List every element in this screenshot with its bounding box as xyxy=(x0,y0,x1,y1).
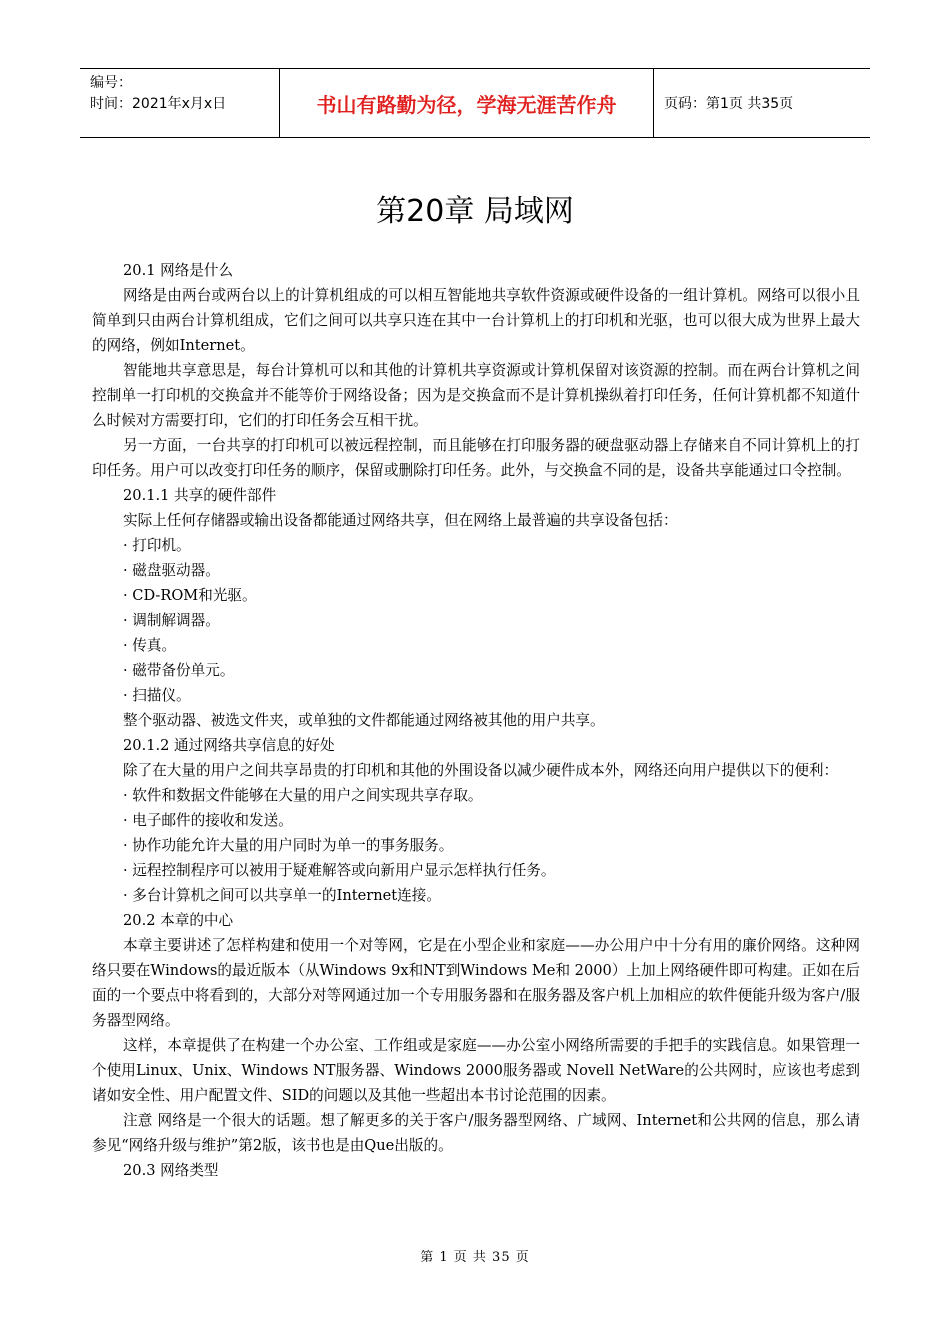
bullet-item: · 远程控制程序可以被用于疑难解答或向新用户显示怎样执行任务。 xyxy=(123,862,556,879)
bullet-item: · 磁带备份单元。 xyxy=(123,662,235,679)
body-paragraph: 实际上任何存储器或输出设备都能通过网络共享，但在网络上最普遍的共享设备包括： xyxy=(123,512,678,529)
bullet-item: · 多台计算机之间可以共享单一的Internet连接。 xyxy=(123,887,441,904)
document-date-label: 时间：2021年x月x日 xyxy=(90,96,227,112)
body-paragraph: 智能地共享意思是，每台计算机可以和其他的计算机共享资源或计算机保留对该资源的控制。而在两台计算机之间控制单一打印机的交换盒并不能等价于网络设备；因为是交换盒而不是计算机操纵着打印任务，任何计算机都不知道什么时候对方需要打印，它们的打印任务会互相干扰。 xyxy=(92,362,860,429)
bullet-item: · 磁盘驱动器。 xyxy=(123,562,220,579)
body-paragraph: 本章主要讲述了怎样构建和使用一个对等网，它是在小型企业和家庭——办公用户中十分有用的廉价网络。这种网络只要在Windows的最近版本（从Windows 9x和NT到Windows Me和 2000）上加上网络硬件即可构建。正如在后面的一个要点中将看到的，大部分对等网通过加一个专用服务器和在服务器及客户机上加相应的软件便能升级为客户/服务器型网络。 xyxy=(92,937,860,1029)
section-heading: 20.1.2 通过网络共享信息的好处 xyxy=(123,737,335,754)
body-paragraph: 这样，本章提供了在构建一个办公室、工作组或是家庭——办公室小网络所需要的手把手的实践信息。如果管理一个使用Linux、Unix、Windows NT服务器、Windows 2000服务器或 Novell NetWare的公共网时，应该也考虑到诸如安全性、用户配置文件、SID的问题以及其他一些超出本书讨论范围的因素。 xyxy=(92,1037,860,1104)
body-paragraph: 除了在大量的用户之间共享昂贵的打印机和其他的外围设备以减少硬件成本外，网络还向用户提供以下的便利： xyxy=(123,762,839,779)
bullet-item: · 电子邮件的接收和发送。 xyxy=(123,812,293,829)
header-page-label: 页码：第1页 共35页 xyxy=(664,96,794,112)
bullet-item: · 协作功能允许大量的用户同时为单一的事务服务。 xyxy=(123,837,454,854)
bullet-item: · CD-ROM和光驱。 xyxy=(123,587,257,604)
body-paragraph: 另一方面，一台共享的打印机可以被远程控制，而且能够在打印服务器的硬盘驱动器上存储来自不同计算机上的打印任务。用户可以改变打印任务的顺序，保留或删除打印任务。此外，与交换盒不同的是，设备共享能通过口令控制。 xyxy=(92,437,860,479)
chapter-title: 第20章 局域网 xyxy=(376,194,574,229)
bullet-item: · 扫描仪。 xyxy=(123,687,191,704)
section-heading: 20.1 网络是什么 xyxy=(123,262,234,279)
body-paragraph: 整个驱动器、被选文件夹，或单独的文件都能通过网络被其他的用户共享。 xyxy=(123,712,605,729)
body-paragraph: 注意 网络是一个很大的话题。想了解更多的关于客户/服务器型网络、广域网、Internet和公共网的信息，那么请参见“网络升级与维护”第2版，该书也是由Que出版的。 xyxy=(92,1112,860,1154)
section-heading: 20.2 本章的中心 xyxy=(123,912,234,929)
body-paragraph: 网络是由两台或两台以上的计算机组成的可以相互智能地共享软件资源或硬件设备的一组计算机。网络可以很小且简单到只由两台计算机组成，它们之间可以共享只连在其中一台计算机上的打印机和光驱，也可以很大成为世界上最大的网络，例如Internet。 xyxy=(92,287,860,354)
header-slogan: 书山有路勤为径，学海无涯苦作舟 xyxy=(280,69,654,137)
bullet-item: · 软件和数据文件能够在大量的用户之间实现共享存取。 xyxy=(123,787,483,804)
bullet-item: · 调制解调器。 xyxy=(123,612,220,629)
header-meta-cell xyxy=(80,69,280,137)
bullet-item: · 打印机。 xyxy=(123,537,191,554)
document-number-label: 编号： xyxy=(90,75,132,91)
section-heading: 20.1.1 共享的硬件部件 xyxy=(123,487,277,504)
page-header xyxy=(80,68,870,138)
bullet-item: · 传真。 xyxy=(123,637,177,654)
document-body xyxy=(92,258,860,1183)
page-footer: 第 1 页 共 35 页 xyxy=(420,1250,530,1265)
section-heading: 20.3 网络类型 xyxy=(123,1162,219,1179)
